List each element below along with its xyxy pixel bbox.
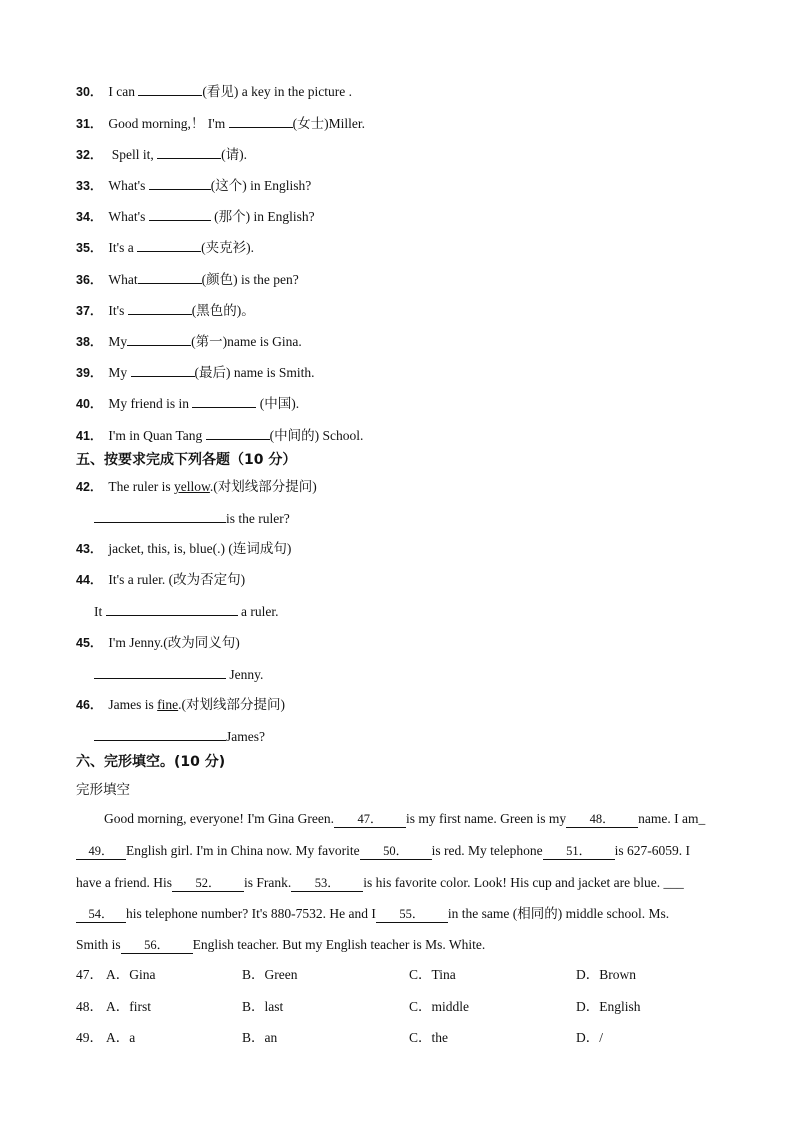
option-b[interactable]: B．Green bbox=[242, 967, 298, 982]
question-number: 39． bbox=[76, 366, 103, 380]
answer-blank[interactable] bbox=[137, 238, 201, 252]
option-c[interactable]: C．Tina bbox=[409, 967, 456, 982]
answer-blank[interactable] bbox=[149, 207, 211, 221]
question-number: 30． bbox=[76, 85, 103, 99]
blank-50[interactable]: 50． bbox=[360, 844, 432, 860]
question-45-answer: Jenny. bbox=[94, 665, 263, 684]
option-number: 48． bbox=[76, 999, 103, 1014]
option-a[interactable]: A．first bbox=[106, 999, 151, 1014]
option-d[interactable]: D．Brown bbox=[576, 967, 636, 982]
option-b[interactable]: B．an bbox=[242, 1030, 278, 1045]
question-42-answer: is the ruler? bbox=[94, 509, 290, 528]
option-d[interactable]: D．English bbox=[576, 999, 641, 1014]
question-number: 41． bbox=[76, 429, 103, 443]
question-number: 38． bbox=[76, 335, 103, 349]
passage-line: Smith is 56． English teacher. But my English teacher is Ms. White. bbox=[76, 937, 486, 952]
question-39: 39． My (最后) name is Smith. bbox=[76, 365, 315, 380]
answer-blank[interactable] bbox=[206, 426, 270, 440]
blank-55[interactable]: 55． bbox=[376, 907, 448, 923]
answer-blank[interactable] bbox=[149, 176, 211, 190]
underlined-word: yellow bbox=[174, 479, 210, 494]
option-number: 47． bbox=[76, 967, 103, 982]
answer-blank[interactable] bbox=[94, 665, 226, 679]
question-43: 43． jacket, this, is, blue(.) (连词成句) bbox=[76, 541, 292, 556]
option-c[interactable]: C．the bbox=[409, 1030, 448, 1045]
blank-53[interactable]: 53． bbox=[291, 876, 363, 892]
question-34: 34． What's (那个) in English? bbox=[76, 209, 315, 224]
option-a[interactable]: A．a bbox=[106, 1030, 136, 1045]
question-31: 31． Good morning,！ I'm (女士)Miller. bbox=[76, 116, 365, 131]
question-38: 38． My (第一)name is Gina. bbox=[76, 334, 302, 349]
question-number: 45． bbox=[76, 636, 103, 650]
passage-line: have a friend. His 52． is Frank. 53． is his favorite color. Look! His cup and jacket are blue. ___ bbox=[76, 875, 684, 890]
question-44: 44． It's a ruler. (改为否定句) bbox=[76, 572, 246, 587]
question-number: 31． bbox=[76, 117, 103, 131]
option-b[interactable]: B．last bbox=[242, 999, 284, 1014]
blank-49[interactable]: 49． bbox=[76, 844, 126, 860]
question-number: 40． bbox=[76, 397, 103, 411]
question-46: 46． James is fine.(对划线部分提问) bbox=[76, 697, 286, 712]
section-5-heading: 五、按要求完成下列各题（10 分） bbox=[76, 452, 297, 468]
question-44-answer: It a ruler. bbox=[94, 604, 279, 619]
section-6-subtitle: 完形填空 bbox=[76, 782, 130, 798]
question-number: 37． bbox=[76, 304, 103, 318]
question-32: 32． Spell it, (请). bbox=[76, 147, 248, 162]
answer-blank[interactable] bbox=[94, 727, 226, 741]
question-number: 36． bbox=[76, 273, 103, 287]
question-42: 42． The ruler is yellow.(对划线部分提问) bbox=[76, 479, 317, 494]
question-30: 30． I can (看见) a key in the picture . bbox=[76, 84, 352, 99]
blank-51[interactable]: 51． bbox=[543, 844, 615, 860]
option-a[interactable]: A．Gina bbox=[106, 967, 156, 982]
answer-blank[interactable] bbox=[138, 82, 202, 96]
question-45: 45． I'm Jenny.(改为同义句) bbox=[76, 635, 240, 650]
answer-blank[interactable] bbox=[229, 114, 293, 128]
answer-blank[interactable] bbox=[127, 332, 191, 346]
answer-blank[interactable] bbox=[128, 301, 192, 315]
answer-blank[interactable] bbox=[192, 394, 256, 408]
blank-47[interactable]: 47． bbox=[334, 812, 406, 828]
option-d[interactable]: D．/ bbox=[576, 1030, 603, 1045]
question-number: 46． bbox=[76, 698, 103, 712]
answer-blank[interactable] bbox=[94, 509, 226, 523]
section-6-heading: 六、完形填空。(10 分) bbox=[76, 754, 226, 770]
option-number: 49． bbox=[76, 1030, 103, 1045]
question-number: 35． bbox=[76, 241, 103, 255]
answer-blank[interactable] bbox=[106, 602, 238, 616]
question-number: 33． bbox=[76, 179, 103, 193]
question-35: 35． It's a (夹克衫). bbox=[76, 240, 254, 255]
blank-56[interactable]: 56． bbox=[121, 938, 193, 954]
question-41: 41． I'm in Quan Tang (中间的) School. bbox=[76, 428, 364, 443]
question-number: 32． bbox=[76, 148, 103, 162]
blank-48[interactable]: 48． bbox=[566, 812, 638, 828]
option-c[interactable]: C．middle bbox=[409, 999, 469, 1014]
passage-line: 49． English girl. I'm in China now. My favorite 50． is red. My telephone 51． is 627-6059. I bbox=[76, 842, 690, 860]
answer-blank[interactable] bbox=[131, 363, 195, 377]
question-number: 44． bbox=[76, 573, 103, 587]
question-number: 43． bbox=[76, 542, 103, 556]
question-33: 33． What's (这个) in English? bbox=[76, 178, 312, 193]
passage-line: 54． his telephone number? It's 880-7532. He and I 55． in the same (相同的) middle school. Ms. bbox=[76, 905, 669, 923]
passage-line: Good morning, everyone! I'm Gina Green. 47． is my first name. Green is my 48． name. I am_ bbox=[104, 811, 706, 826]
question-number: 34． bbox=[76, 210, 103, 224]
blank-54[interactable]: 54． bbox=[76, 907, 126, 923]
question-number: 42． bbox=[76, 480, 103, 494]
answer-blank[interactable] bbox=[157, 145, 221, 159]
question-36: 36． What (颜色) is the pen? bbox=[76, 272, 299, 287]
question-37: 37． It's (黑色的)。 bbox=[76, 303, 255, 318]
blank-52[interactable]: 52． bbox=[172, 876, 244, 892]
underlined-word: fine bbox=[157, 697, 179, 712]
answer-blank[interactable] bbox=[138, 270, 202, 284]
question-40: 40． My friend is in (中国). bbox=[76, 396, 300, 411]
question-46-answer: James? bbox=[94, 727, 265, 746]
